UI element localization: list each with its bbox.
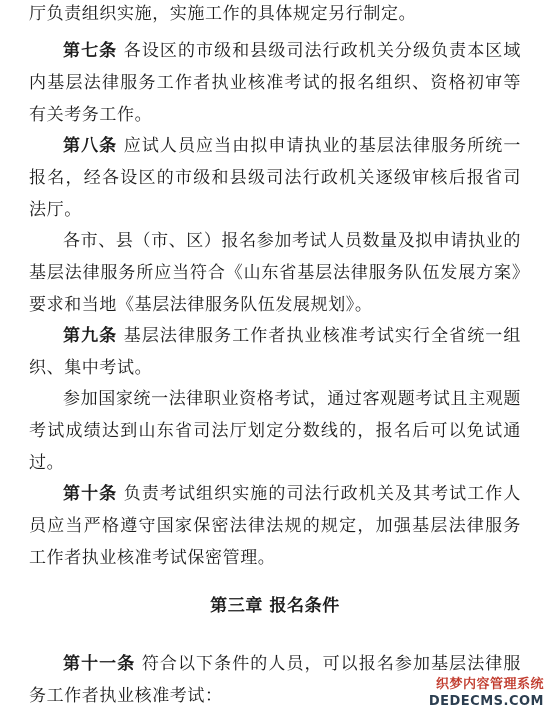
paragraph-text: 负责考试组织实施的司法行政机关及其考试工作人员应当严格遵守国家保密法律法规的规定，加强基层法律服务工作者执业核准考试保密管理。: [29, 484, 521, 568]
paragraph-article-8: [29, 130, 521, 226]
paragraph-text: 基层法律服务工作者执业核准考试实行全省统一组织、集中考试。: [29, 326, 521, 378]
article-number: 第九条: [63, 326, 118, 346]
paragraph-text: 应试人员应当由拟申请执业的基层法律服务所统一报名，经各设区的市级和县级司法行政机关逐级审核后报省司法厅。: [29, 136, 521, 220]
paragraph-text: 参加国家统一法律职业资格考试，通过客观题考试且主观题考试成绩达到山东省司法厅划定分数线的，报名后可以免试通过。: [29, 389, 521, 473]
watermark-top-text: 织梦内容管理系统: [435, 677, 544, 692]
paragraph-article-10: [29, 478, 521, 574]
site-watermark: [428, 673, 546, 709]
paragraph-article-7: [29, 35, 521, 131]
article-number: 第七条: [63, 41, 118, 61]
article-number: 第十条: [63, 484, 118, 504]
chapter-heading: 第三章 报名条件: [210, 596, 340, 616]
article-number: 第八条: [63, 136, 118, 156]
paragraph-text: 各市、县（市、区）报名参加考试人员数量及拟申请执业的基层法律服务所应当符合《山东省基层法律服务队伍发展方案》要求和当地《基层法律服务队伍发展规划》。: [29, 231, 521, 315]
paragraph-continuation: [29, 0, 521, 30]
paragraph-exemption: [29, 383, 521, 479]
paragraph-development-plan: [29, 225, 521, 321]
watermark-bottom-text: DEDECMS.COM: [428, 694, 544, 709]
article-number: 第十一条: [63, 654, 136, 674]
paragraph-text: 厅负责组织实施，实施工作的具体规定另行制定。: [29, 4, 417, 24]
paragraph-text: 符合以下条件的人员，可以报名参加基层法律服务工作者执业核准考试：: [29, 654, 521, 706]
paragraph-text: 各设区的市级和县级司法行政机关分级负责本区域内基层法律服务工作者执业核准考试的报名组织、资格初审等有关考务工作。: [29, 41, 521, 125]
paragraph-article-9: [29, 320, 521, 384]
